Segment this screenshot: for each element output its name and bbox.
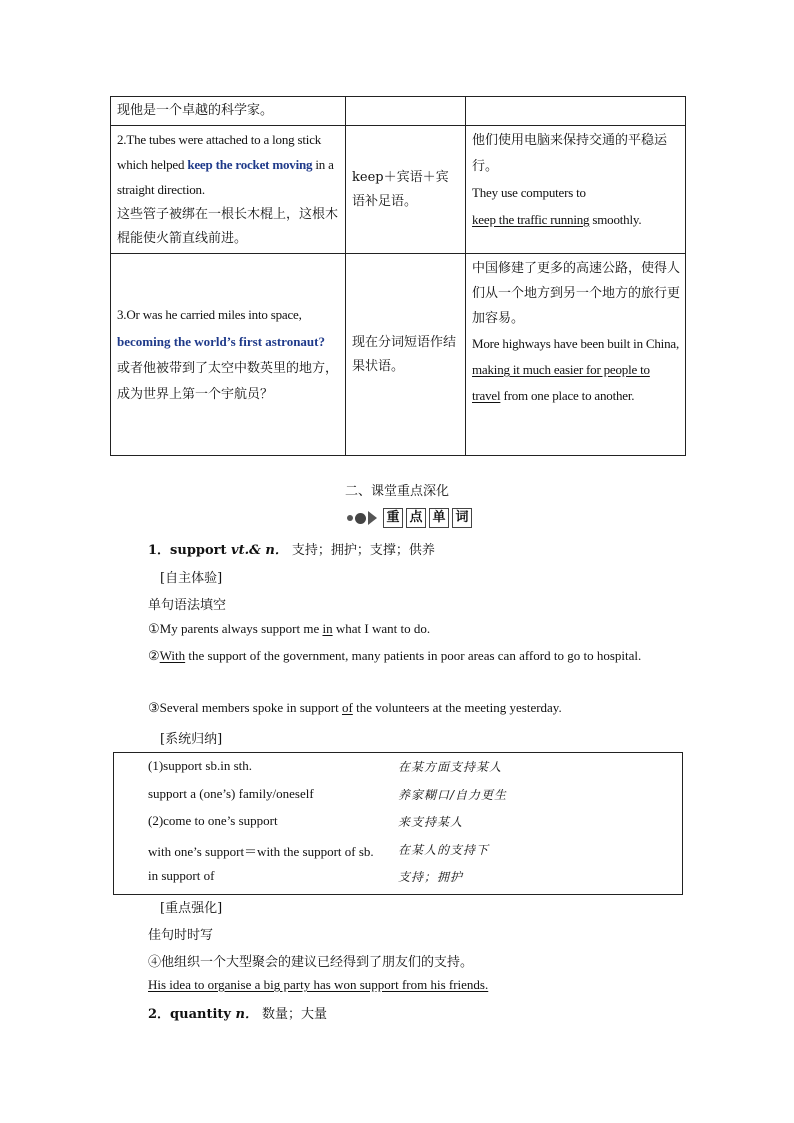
answer-blank: of <box>341 700 353 715</box>
sentence-text: in a straight direction. <box>117 157 334 197</box>
phrase-en: in support of <box>148 868 215 883</box>
phrase-en: (2)come to one’s support <box>148 813 278 828</box>
highlighted-phrase: becoming the world’s first astronaut? <box>117 333 325 349</box>
phrase-en: support a (one’s) family/oneself <box>148 786 314 801</box>
part-of-speech: n． <box>230 1007 258 1022</box>
table-row <box>111 97 686 126</box>
summary-box <box>113 752 683 895</box>
sentence-text: what I want to do. <box>332 621 431 636</box>
translation-answer: His idea to organise a big party has won support from his friends. <box>148 977 489 992</box>
phrase-zh: 在某方面支持某人 <box>398 760 503 774</box>
phrase-en: with one’s support＝with the support of sb. <box>148 844 374 859</box>
sentence-text: ③Several members spoke in support <box>148 700 342 715</box>
example-zh: 他们使用电脑来保持交通的平稳运行。 <box>472 133 668 174</box>
sentence-cell <box>111 254 346 456</box>
phrase-zh: 来支持某人 <box>398 815 464 829</box>
sentence-text: the volunteers at the meeting yesterday. <box>352 700 562 715</box>
vocab-item-heading <box>148 1003 327 1022</box>
grammar-rule: 现在分词短语作结果状语。 <box>352 334 457 374</box>
example-cell <box>466 254 686 456</box>
answer-blank: in <box>322 621 333 636</box>
sentence-text: ①My parents always support me <box>148 621 323 636</box>
sentence-text: the support of the government, many patients in poor areas can afford to go to hospital. <box>185 648 642 663</box>
example-cell <box>466 126 686 254</box>
word-meaning: 支持；拥护；支撑；供养 <box>291 543 435 558</box>
section-title: 二、课堂重点深化 <box>344 484 449 499</box>
item-number: 2． <box>148 1007 171 1022</box>
phrase-en: (1)support sb.in sth. <box>148 758 252 773</box>
table-row <box>111 126 686 254</box>
example-en: More highways have been built in China, <box>472 336 680 351</box>
phrase-zh: 养家糊口/自力更生 <box>398 788 508 802</box>
phrase-zh: 支持；拥护 <box>398 870 464 884</box>
banner-char: 点 <box>406 508 426 528</box>
answer-blank: making it much easier for people to travel <box>472 362 650 403</box>
vocab-word: support <box>170 543 227 558</box>
banner-label <box>383 508 472 528</box>
sentence-zh: 这些管子被绑在一根长木棍上，这根木棍能使火箭直线前进。 <box>117 207 339 246</box>
exercise-label: 佳句时时写 <box>148 928 214 943</box>
rule-cell <box>346 254 466 456</box>
exercise-sentence <box>120 643 675 669</box>
exercise-sentence <box>148 700 562 716</box>
rule-cell <box>346 126 466 254</box>
table-cell <box>346 97 466 126</box>
banner-char: 词 <box>452 508 472 528</box>
answer-blank: keep the traffic running <box>472 212 590 227</box>
sentence-en <box>117 132 334 197</box>
example-zh: 中国修建了更多的高速公路，使得人们从一个地方到另一个地方的旅行更加容易。 <box>472 261 681 326</box>
sentence-text: 2.The tubes were attached to a long stick which helped <box>117 132 322 172</box>
phrase-zh: 在某人的支持下 <box>398 843 490 857</box>
part-of-speech: vt.& n． <box>226 543 288 558</box>
vocab-word: quantity <box>170 1007 231 1022</box>
section-banner <box>347 507 472 529</box>
circled-number: ② <box>148 648 160 663</box>
banner-decoration-icon <box>347 511 377 525</box>
table-cell <box>466 97 686 126</box>
grammar-rule: keep＋宾语＋宾语补足语。 <box>352 169 449 209</box>
section-label: [系统归纳] <box>160 732 223 747</box>
table-cell <box>111 97 346 126</box>
sentence-cell <box>111 126 346 254</box>
section-label: [重点强化] <box>160 901 223 916</box>
highlighted-phrase: keep the rocket moving <box>187 157 313 172</box>
sentence-en: 3.Or was he carried miles into space, <box>117 306 302 322</box>
answer-blank: With <box>159 648 186 663</box>
vocab-item-heading <box>148 539 435 558</box>
banner-char: 重 <box>383 508 403 528</box>
table-row <box>111 254 686 456</box>
banner-char: 单 <box>429 508 449 528</box>
item-number: 1． <box>148 543 171 558</box>
translation-prompt: ④他组织一个大型聚会的建议已经得到了朋友们的支持。 <box>148 955 474 970</box>
section-label: [自主体验] <box>160 571 223 586</box>
example-en: from one place to another. <box>500 388 635 403</box>
exercise-sentence <box>148 621 430 637</box>
word-meaning: 数量；大量 <box>261 1007 327 1022</box>
cell-text: 现他是一个卓越的科学家。 <box>117 103 274 118</box>
example-en: smoothly. <box>589 212 642 227</box>
example-en: They use computers to <box>472 185 586 200</box>
exercise-label: 单句语法填空 <box>148 598 227 613</box>
sentence-zh: 或者他被带到了太空中数英里的地方，成为世界上第一个宇航员？ <box>117 360 339 402</box>
grammar-table <box>110 96 686 456</box>
